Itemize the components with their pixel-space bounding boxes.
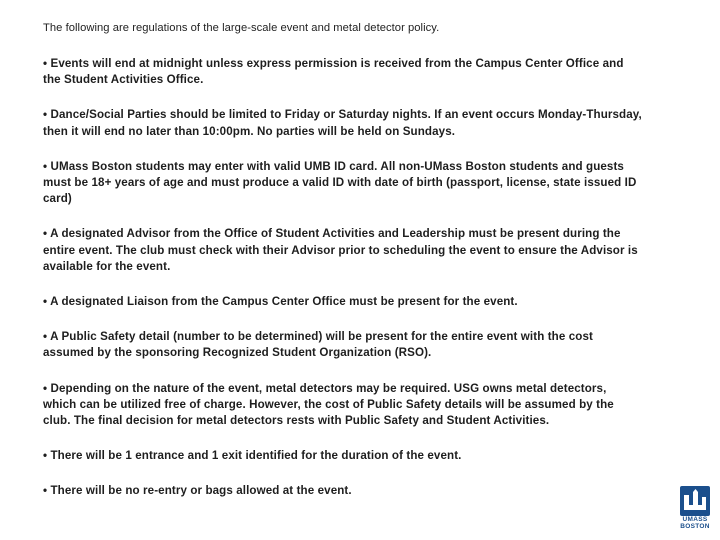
logo-line-boston: BOSTON (680, 523, 710, 530)
rule-item (43, 483, 643, 499)
rule-text: A Public Safety detail (number to be determined) will be present for the entire event with the cost assumed by the sponsoring Recognized Student Organization (RSO). (43, 330, 593, 360)
bullet-icon: • (43, 449, 48, 463)
bullet-icon: • (43, 484, 48, 498)
rule-text: Depending on the nature of the event, metal detectors may be required. USG owns metal detectors, which can be utilized free of charge. However, the cost of Public Safety details will be assumed by the club. The final decision for metal detectors rests with Public Safety and Student Activities. (43, 381, 614, 428)
bullet-icon: • (43, 108, 48, 122)
umass-mark-icon (680, 486, 710, 516)
bullet-icon: • (43, 330, 48, 344)
umass-boston-logo (676, 486, 714, 534)
rule-item (43, 159, 643, 208)
rule-text: A designated Liaison from the Campus Center Office must be present for the event. (50, 295, 518, 309)
bullet-icon: • (43, 57, 48, 70)
rule-item (43, 107, 643, 139)
bullet-icon: • (43, 227, 48, 241)
intro-text: The following are regulations of the large-scale event and metal detector policy. (43, 22, 440, 34)
rule-item (43, 381, 643, 430)
rule-text: Events will end at midnight unless express permission is received from the Campus Center Office and the Student Activities Office. (43, 57, 624, 87)
rule-item (43, 56, 643, 88)
rule-item (43, 448, 643, 464)
rule-text: There will be 1 entrance and 1 exit identified for the duration of the event. (50, 449, 462, 463)
rule-text: UMass Boston students may enter with valid UMB ID card. All non-UMass Boston students and guests must be 18+ years of age and must produce a valid ID with date of birth (passport, license, state issued ID card) (43, 159, 637, 206)
bullet-icon: • (43, 295, 48, 309)
bullet-icon: • (43, 381, 48, 395)
rule-text: Dance/Social Parties should be limited to Friday or Saturday nights. If an event occurs Monday-Thursday, then it will end no later than 10:00pm. No parties will be held on Sundays. (43, 108, 642, 138)
rule-item (43, 294, 643, 310)
bullet-icon: • (43, 159, 48, 173)
logo-line-umass: UMASS (682, 516, 708, 523)
rule-item (43, 226, 643, 275)
rule-text: A designated Advisor from the Office of Student Activities and Leadership must be present during the entire event. The club must check with their Advisor prior to scheduling the event to ensure the Advisor is available for the event. (43, 227, 638, 273)
rules-list (43, 56, 643, 519)
rule-item (43, 329, 643, 361)
rule-text: There will be no re-entry or bags allowed at the event. (50, 484, 352, 498)
